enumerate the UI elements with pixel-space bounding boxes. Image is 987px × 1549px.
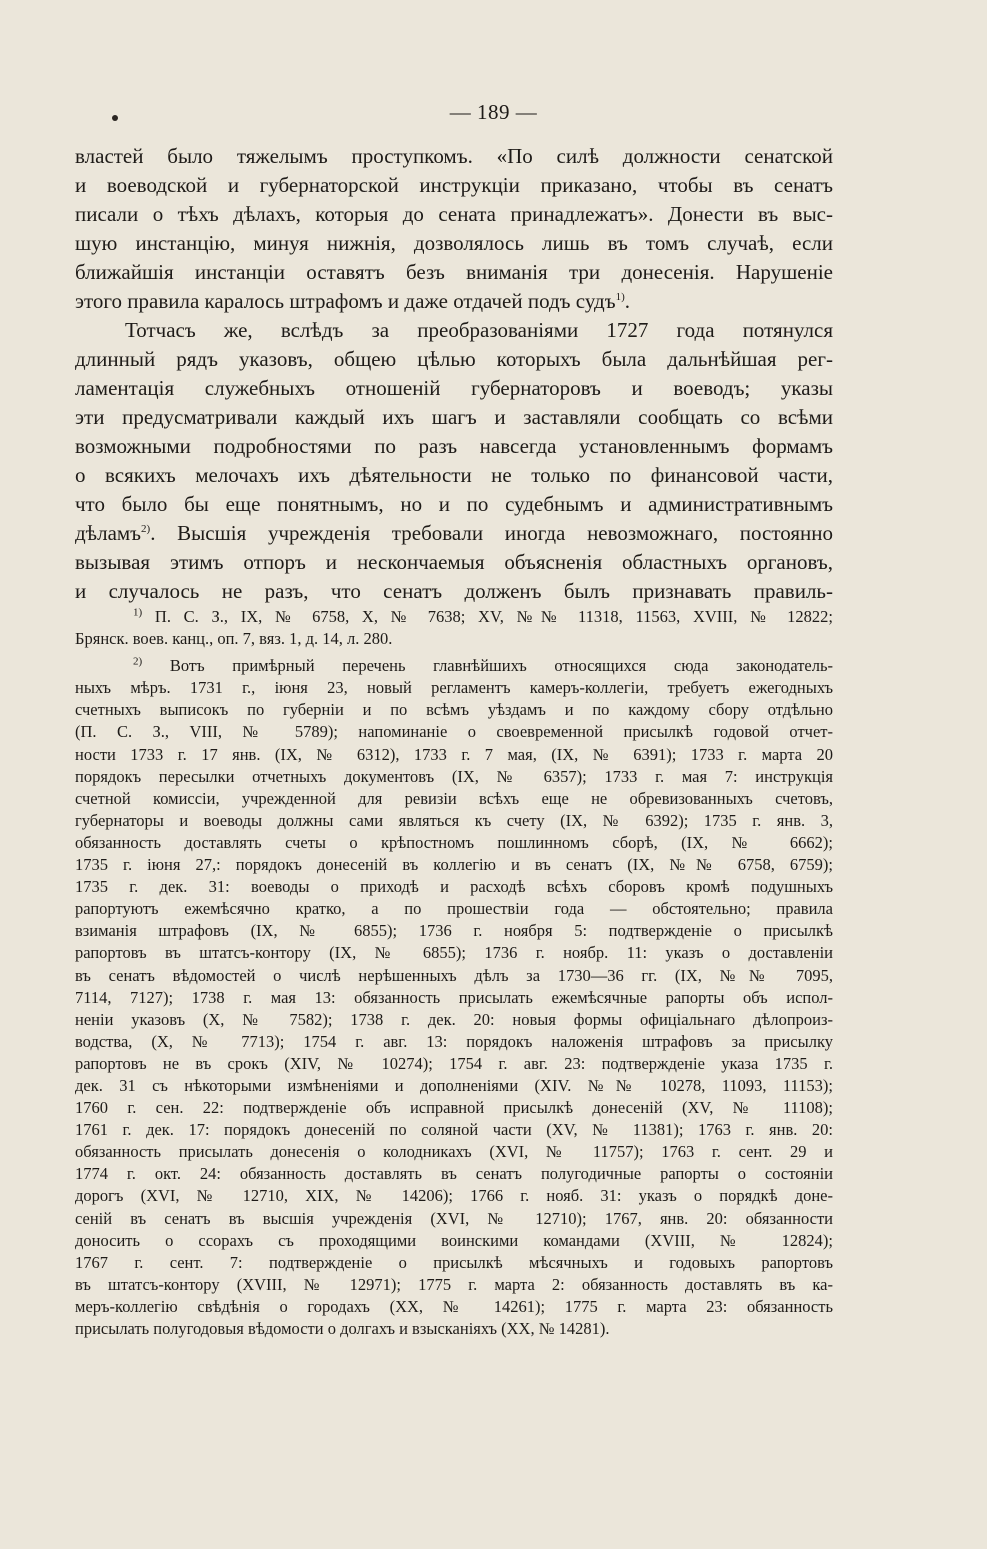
footnote-line: меръ-коллегію свѣдѣнія о городахъ (XX, № 14261); 1775 г. марта 23: обязанность (75, 1296, 833, 1316)
text-line: вызывая этимъ отпоръ и нескончаемыя объясненія областныхъ органовъ, (75, 550, 833, 574)
footnote-mark: 2) (141, 523, 151, 535)
text-line: что было бы еще понятнымъ, но и по судебнымъ и административнымъ (75, 492, 833, 516)
text-segment: дѣламъ (75, 521, 142, 545)
footnote-line: дорогъ (XVI, № 12710, XIX, № 14206); 1766 г. нояб. 31: указъ о порядкѣ доне- (75, 1186, 833, 1206)
footnote-line: дек. 31 съ нѣкоторыми измѣненіями и дополненіями (XIV. №№ 10278, 11093, 11153); (75, 1075, 833, 1095)
text-line: длинный рядъ указовъ, общею цѣлью которыхъ была дальнѣйшая рег- (75, 347, 833, 371)
text-line: эти предусматривали каждый ихъ шагъ и заставляли сообщать со всѣми (75, 405, 833, 429)
text-line: возможными подробностями по разъ навсегда установленнымъ формамъ (75, 434, 833, 458)
text-segment: П. С. З., IX, № 6758, X, № 7638; XV, №№ 11318, 11563, XVIII, № 12822; (154, 607, 833, 626)
footnote-line: 1735 г. іюня 27,: порядокъ донесеній въ коллегію и въ сенатъ (IX, №№ 6758, 6759); (75, 855, 833, 875)
text-line (75, 519, 833, 548)
text-segment: этого правила каралось штрафомъ и даже отдачей подъ судъ (75, 289, 616, 313)
text-segment: Вотъ примѣрный перечень главнѣйшихъ относящихся сюда законодатель- (169, 656, 833, 676)
text-line: властей было тяжелымъ проступкомъ. «По силѣ должности сенатской (75, 144, 833, 168)
text-line: и воеводской и губернаторской инструкціи приказано, чтобы въ сенатъ (75, 173, 833, 197)
footnote-mark: 1) (133, 606, 143, 619)
main-text (75, 142, 833, 606)
text-segment: . Высшія учрежденія требовали иногда невозможнаго, постоянно (150, 521, 833, 545)
footnote-line: водства, (X, № 7713); 1754 г. авг. 13: порядокъ наложенія штрафовъ за присылку (75, 1031, 833, 1051)
footnote-line: ности 1733 г. 17 янв. (IX, № 6312), 1733 г. 7 мая, (IX, № 6391); 1733 г. марта 20 (75, 744, 833, 764)
footnote-line: ныхъ мѣръ. 1731 г., іюня 23, новый регламентъ камеръ-коллегіи, требуетъ ежегодныхъ (75, 678, 833, 698)
footnote-line: губернаторы и воеводы должны сами являться къ счету (IX, № 6392); 1735 г. янв. 3, (75, 810, 833, 830)
footnote-line: обязанность присылать донесенія о колодникахъ (XVI, № 11757); 1763 г. сент. 29 и (75, 1142, 833, 1162)
footnote-line: 1767 г. сент. 7: подтвержденіе о присылкѣ мѣсячныхъ и годовыхъ рапортовъ (75, 1252, 833, 1272)
footnote-line: взиманія штрафовъ (IX, № 6855); 1736 г. ноября 5: подтвержденіе о присылкѣ (75, 921, 833, 941)
text-segment: . (624, 289, 630, 313)
text-line: писали о тѣхъ дѣлахъ, которыя до сената принадлежатъ». Донести въ выс- (75, 202, 833, 226)
page-number: — 189 — (449, 100, 538, 124)
footnote-line: въ сенатъ вѣдомостей о числѣ нерѣшенныхъ дѣлъ за 1730—36 гг. (IX, №№ 7095, (75, 965, 833, 985)
footnote-line (75, 655, 833, 677)
footnote-line: неніи указовъ (X, № 7582); 1738 г. дек. 20: новыя формы офиціальнаго дѣлопроиз- (75, 1009, 833, 1029)
text-line: ламентація служебныхъ отношеній губернаторовъ и воеводъ; указы (75, 376, 833, 400)
footnote-line (75, 606, 833, 628)
footnote-line: 1760 г. сен. 22: подтвержденіе объ исправной присылкѣ донесеній (XV, № 11108); (75, 1098, 833, 1118)
text-line: Тотчасъ же, вслѣдъ за преобразованіями 1727 года потянулся (125, 318, 833, 342)
footnotes (75, 606, 833, 1340)
footnote-line: порядокъ пересылки отчетныхъ документовъ (IX, № 6357); 1733 г. мая 7: инструкція (75, 766, 833, 786)
footnote-line: доносить о ссорахъ съ проходящими воинскими командами (XVIII, № 12824); (75, 1230, 833, 1250)
footnote-line: рапортовъ въ штатсъ-контору (IX, № 6855); 1736 г. ноябр. 11: указъ о доставленіи (75, 943, 833, 963)
footnote-line: 1774 г. окт. 24: обязанность доставлять въ сенатъ полугодичные рапорты о состояніи (75, 1164, 833, 1184)
footnote-line: обязанность доставлять счеты о крѣпостномъ пошлинномъ сборѣ, (IX, № 6662); (75, 832, 833, 852)
footnote-line: 7114, 7127); 1738 г. мая 13: обязанность присылать ежемѣсячные рапорты объ испол- (75, 987, 833, 1007)
footnote-line: присылать полугодовыя вѣдомости о долгахъ и взысканіяхъ (XX, № 14281). (75, 1319, 610, 1338)
footnote-line: сеній въ сенатъ въ высшія учрежденія (XVI, № 12710); 1767, янв. 20: обязанности (75, 1208, 833, 1228)
text-line (75, 287, 833, 316)
footnote-line: въ штатсъ-контору (XVIII, № 12971); 1775 г. марта 2: обязанность доставлять въ ка- (75, 1274, 833, 1294)
footnote-mark: 2) (133, 655, 143, 668)
footnote-line: (П. С. З., VIII, № 5789); напоминаніе о своевременной присылкѣ годовой отчет- (75, 722, 833, 742)
footnote-line: счетныхъ выписокъ по губерніи и по всѣмъ уѣздамъ и по каждому сбору отдѣльно (75, 700, 833, 720)
footnote-line: рапортовъ не въ срокъ (XIV, № 10274); 1754 г. авг. 23: подтвержденіе указа 1735 г. (75, 1053, 833, 1073)
footnote-line: рапортуютъ ежемѣсячно кратко, а по прошествіи года — обстоятельно; правила (75, 899, 833, 919)
text-line: и случалось не разъ, что сенатъ долженъ былъ признавать правиль- (75, 579, 833, 603)
footnote-mark: 1) (615, 291, 625, 303)
footnote-line: 1735 г. дек. 31: воеводы о приходѣ и расходѣ всѣхъ сборовъ кромѣ подушныхъ (75, 877, 833, 897)
footnote-line: счетной комиссіи, учрежденной для ревизіи всѣхъ еще не обревизованныхъ счетовъ, (75, 788, 833, 808)
text-line: шую инстанцію, минуя нижнія, дозволялось лишь въ томъ случаѣ, если (75, 231, 833, 255)
text-line: ближайшія инстанціи оставятъ безъ вниманія три донесенія. Нарушеніе (75, 260, 833, 284)
text-line: о всякихъ мелочахъ ихъ дѣятельности не только по финансовой части, (75, 463, 833, 487)
footnote-line: 1761 г. дек. 17: порядокъ донесеній по соляной части (XV, № 11381); 1763 г. янв. 20: (75, 1120, 833, 1140)
footnote-line: Брянск. воев. канц., оп. 7, вяз. 1, д. 14, л. 280. (75, 629, 393, 649)
